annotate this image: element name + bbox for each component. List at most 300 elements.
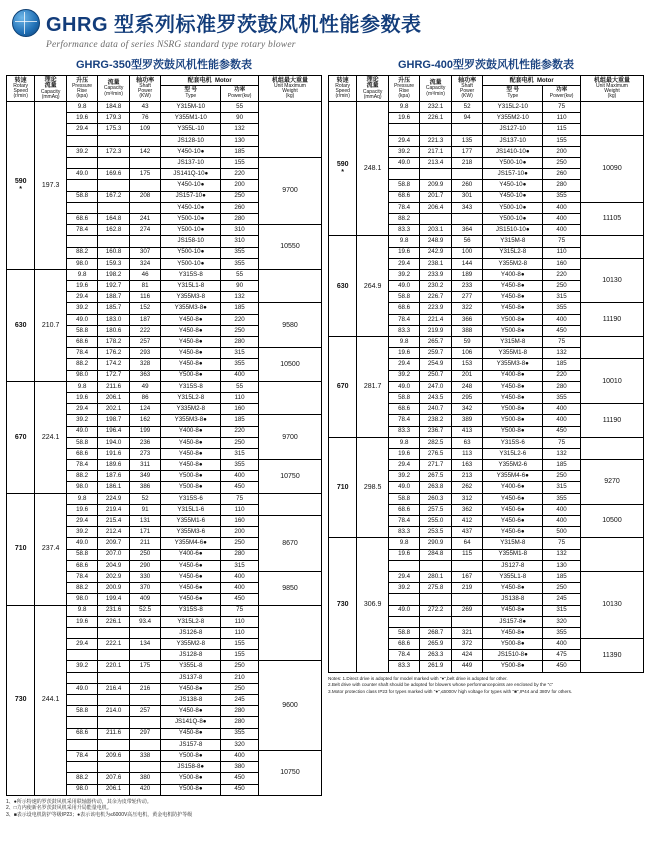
table-row [7,102,322,113]
cell-motor-type: Y450-8● [161,437,221,448]
cell-flow: 192.7 [98,281,130,292]
cell-pressure: 39.2 [388,146,420,157]
cell-pressure: 68.6 [388,404,420,415]
cell-motor-power: 75 [543,337,581,348]
cell-shaft-power [451,616,483,627]
cell-motor-type: JS158-8● [161,762,221,773]
cell-flow: 198.2 [98,269,130,280]
cell-pressure: 68.6 [66,728,98,739]
cell-shaft-power: 338 [129,750,161,761]
cell-pressure: 19.6 [66,616,98,627]
cell-flow: 187.6 [98,471,130,482]
cell-motor-power: 210 [221,672,259,683]
cell-shaft-power: 277 [451,292,483,303]
th-motor-power: 功率 Power(kw) [221,86,259,102]
cell-flow [98,672,130,683]
cell-weight: 11105 [580,202,643,236]
cell-pressure: 19.6 [388,247,420,258]
cell-pressure [388,594,420,605]
cell-flow: 214.0 [98,706,130,717]
cell-shaft-power: 93.4 [129,616,161,627]
cell-weight: 9600 [258,661,321,751]
cell-motor-type: Y500-10● [483,202,543,213]
cell-shaft-power: 216 [129,683,161,694]
cell-motor-power: 160 [221,404,259,415]
cell-shaft-power: 437 [451,527,483,538]
cell-flow: 260.3 [420,493,452,504]
cell-motor-power: 280 [221,213,259,224]
cell-motor-power: 355 [221,460,259,471]
cell-pressure: 88.2 [388,213,420,224]
cell-motor-type: Y450-8● [161,337,221,348]
cell-motor-power: 185 [221,146,259,157]
cell-capacity: 237.4 [35,493,67,605]
cell-shaft-power: 59 [451,337,483,348]
cell-shaft-power: 370 [129,583,161,594]
cell-pressure: 49.0 [388,482,420,493]
cell-weight [258,381,321,415]
cell-shaft-power [129,135,161,146]
cell-weight: 10500 [580,504,643,538]
cell-pressure: 83.3 [388,225,420,236]
cell-flow [98,135,130,146]
cell-motor-power: 315 [221,560,259,571]
cell-flow: 220.1 [98,661,130,672]
cell-flow: 178.2 [98,337,130,348]
cell-shaft-power: 322 [451,303,483,314]
cell-flow: 226.1 [98,616,130,627]
cell-motor-type: Y315M-8 [483,337,543,348]
cell-motor-type: Y315L2-10 [483,102,543,113]
cell-flow: 226.7 [420,292,452,303]
cell-motor-power: 132 [543,348,581,359]
cell-shaft-power: 290 [129,560,161,571]
cell-weight: 9700 [258,415,321,460]
cell-motor-type: Y450-8● [161,325,221,336]
cell-weight: 8670 [258,516,321,572]
cell-motor-power: 320 [221,739,259,750]
cell-flow [98,627,130,638]
cell-flow: 219.9 [420,325,452,336]
th-pressure-rise: 升压 Pressure Rise (kpa) [388,76,420,102]
table-row [329,337,644,348]
cell-motor-type: Y450-8● [483,392,543,403]
cell-motor-type: Y315S-8 [161,381,221,392]
cell-pressure: 68.6 [66,337,98,348]
cell-shaft-power: 131 [129,516,161,527]
cell-rotary-speed: 630 [329,236,357,337]
cell-motor-power: 110 [221,392,259,403]
cell-flow: 259.7 [420,348,452,359]
cell-pressure: 29.4 [66,292,98,303]
cell-flow [420,124,452,135]
cell-motor-power: 400 [221,583,259,594]
cell-shaft-power: 52 [129,493,161,504]
cell-weight: 10750 [258,460,321,494]
cell-flow: 175.3 [98,124,130,135]
cell-pressure: 68.6 [388,639,420,650]
cell-pressure: 58.8 [66,191,98,202]
th-motor: 配套电机 Motor [161,76,259,86]
cell-shaft-power: 135 [451,135,483,146]
cell-pressure [66,695,98,706]
cell-flow [98,695,130,706]
cell-shaft-power: 109 [129,124,161,135]
cell-flow [420,594,452,605]
cell-motor-type: JS128-10 [161,135,221,146]
cell-shaft-power: 81 [129,281,161,292]
th-capacity: 理论 流量 Capacity (mmAq) [357,76,389,102]
cell-motor-power: 220 [221,169,259,180]
cell-motor-type: Y315L1-8 [161,281,221,292]
cell-motor-power: 355 [221,247,259,258]
cell-flow: 179.3 [98,113,130,124]
cell-pressure: 98.0 [66,784,98,795]
cell-motor-type: Y450-6● [161,583,221,594]
cell-shaft-power: 152 [129,303,161,314]
cell-pressure: 58.8 [388,392,420,403]
cell-motor-power: 400 [543,202,581,213]
cell-capacity: 210.7 [35,269,67,381]
cell-motor-type: Y500-8● [483,404,543,415]
cell-shaft-power: 76 [129,113,161,124]
cell-shaft-power: 187 [129,314,161,325]
cell-motor-power: 450 [221,594,259,605]
cell-flow: 263.3 [420,650,452,661]
right-table-title: GHRG-400型罗茨鼓风机性能参数表 [397,59,574,71]
cell-capacity: 298.5 [357,437,389,538]
cell-motor-power: 110 [543,113,581,124]
th-shaft-power: 轴功率 Shaft Power (KW) [451,76,483,102]
cell-capacity: 264.9 [357,236,389,337]
cell-rotary-speed: 710 [7,493,35,605]
cell-pressure: 39.2 [66,527,98,538]
cell-shaft-power: 274 [129,225,161,236]
th-motor-power: 功率 Power(kw) [543,86,581,102]
cell-shaft-power [129,762,161,773]
cell-motor-power: 200 [221,527,259,538]
cell-motor-power: 55 [221,269,259,280]
cell-motor-power: 400 [221,571,259,582]
cell-pressure: 49.0 [66,314,98,325]
cell-flow [98,180,130,191]
cell-motor-type: Y355M2-10 [483,113,543,124]
cell-flow: 186.1 [98,482,130,493]
cell-motor-type: JS1510-8● [483,650,543,661]
cell-motor-power: 90 [221,281,259,292]
cell-pressure [66,762,98,773]
cell-flow: 230.2 [420,281,452,292]
cell-shaft-power [129,650,161,661]
cell-pressure [66,158,98,169]
cell-flow: 267.5 [420,471,452,482]
cell-shaft-power [129,739,161,750]
cell-shaft-power: 362 [451,504,483,515]
cell-flow: 238.2 [420,415,452,426]
cell-motor-power: 450 [221,482,259,493]
th-motor: 配套电机 Motor [483,76,581,86]
cell-motor-power: 185 [543,359,581,370]
cell-pressure: 39.2 [66,146,98,157]
cell-shaft-power [129,695,161,706]
cell-flow: 240.7 [420,404,452,415]
cell-motor-power: 355 [221,728,259,739]
cell-pressure: 39.2 [388,269,420,280]
cell-pressure: 19.6 [66,113,98,124]
cell-pressure: 98.0 [66,594,98,605]
cell-shaft-power: 307 [129,247,161,258]
cell-motor-power: 400 [543,504,581,515]
cell-motor-power: 250 [221,683,259,694]
cell-weight [580,437,643,459]
cell-flow: 200.9 [98,583,130,594]
cell-pressure: 49.0 [66,683,98,694]
cell-pressure [388,124,420,135]
cell-pressure: 39.2 [66,661,98,672]
cell-flow: 243.5 [420,392,452,403]
cell-flow: 221.3 [420,135,452,146]
cell-motor-power: 315 [543,292,581,303]
cell-shaft-power [129,717,161,728]
cell-pressure: 29.4 [66,516,98,527]
cell-flow: 217.1 [420,146,452,157]
table-row [329,538,644,549]
th-shaft-power: 轴功率 Shaft Power (KW) [129,76,161,102]
cell-flow: 180.6 [98,325,130,336]
cell-motor-power: 250 [221,661,259,672]
cell-motor-type: Y400-8● [483,269,543,280]
cell-flow: 199.4 [98,594,130,605]
cell-shaft-power: 328 [129,359,161,370]
cell-motor-power: 185 [543,571,581,582]
cell-pressure: 29.4 [388,460,420,471]
cell-shaft-power [129,236,161,247]
cell-flow: 221.4 [420,314,452,325]
cell-motor-type: Y315S-8 [161,269,221,280]
cell-motor-power: 250 [221,191,259,202]
cell-motor-type: Y450-8● [483,583,543,594]
th-rotary-speed: 转速 Rotary Speed (r/min) [329,76,357,102]
cell-flow: 280.1 [420,571,452,582]
cell-shaft-power: 116 [129,292,161,303]
cell-pressure: 78.4 [388,516,420,527]
cell-motor-type: Y355M3-6 [161,527,221,538]
cell-pressure: 49.0 [66,538,98,549]
cell-weight [580,538,643,572]
cell-motor-type: Y500-8● [483,426,543,437]
cell-motor-type: Y450-6● [161,560,221,571]
cell-flow: 159.3 [98,258,130,269]
cell-motor-type: JS137-10 [161,158,221,169]
cell-motor-type: Y500-10● [483,158,543,169]
cell-motor-power: 355 [543,191,581,202]
cell-pressure: 88.2 [66,471,98,482]
cell-shaft-power: 144 [451,258,483,269]
cell-flow: 184.8 [98,102,130,113]
cell-motor-type: Y450-6● [161,571,221,582]
page-subtitle: Performance data of series NSRG standard type rotary blower [46,40,296,50]
cell-flow: 242.9 [420,247,452,258]
cell-flow: 169.6 [98,169,130,180]
cell-motor-power: 260 [221,202,259,213]
cell-pressure: 78.4 [66,571,98,582]
cell-pressure: 68.6 [388,504,420,515]
cell-flow: 203.1 [420,225,452,236]
cell-motor-power: 250 [221,538,259,549]
cell-flow: 232.1 [420,102,452,113]
cell-pressure: 98.0 [66,370,98,381]
note-line: 3、■表示设电机防护等级IP23；●表示该电机为≤6000V高压电机，黄金电机防护等级 [6,812,193,819]
cell-motor-type: Y500-8● [161,370,221,381]
cell-flow [98,158,130,169]
cell-pressure [388,169,420,180]
cell-pressure: 58.8 [388,180,420,191]
cell-flow: 222.1 [98,639,130,650]
cell-shaft-power: 236 [129,437,161,448]
cell-motor-type: Y450-8● [483,605,543,616]
cell-flow: 254.9 [420,359,452,370]
cell-flow: 188.7 [98,292,130,303]
cell-motor-power: 450 [221,784,259,795]
cell-motor-power: 280 [543,381,581,392]
cell-motor-type: Y315M-10 [161,102,221,113]
cell-shaft-power: 64 [451,538,483,549]
cell-motor-power: 110 [221,627,259,638]
cell-motor-power: 355 [221,359,259,370]
cell-pressure: 88.2 [66,247,98,258]
cell-shaft-power: 409 [129,594,161,605]
cell-motor-type: JS157-10● [161,191,221,202]
cell-motor-power: 55 [221,381,259,392]
cell-motor-type: Y355L-8 [161,661,221,672]
cell-motor-type: Y450-8● [161,683,221,694]
cell-motor-power: 355 [543,493,581,504]
cell-pressure: 49.0 [388,381,420,392]
cell-flow: 271.7 [420,460,452,471]
cell-shaft-power: 342 [451,404,483,415]
cell-flow: 206.1 [98,392,130,403]
cell-flow: 194.0 [98,437,130,448]
cell-motor-power: 220 [543,370,581,381]
cell-shaft-power: 124 [129,404,161,415]
table-columns [6,56,644,819]
cell-motor-power: 75 [543,102,581,113]
table-ghrg350 [6,75,322,796]
cell-shaft-power [129,158,161,169]
cell-shaft-power: 366 [451,314,483,325]
cell-shaft-power: 380 [129,773,161,784]
cell-flow: 207.6 [98,773,130,784]
cell-flow: 207.0 [98,549,130,560]
cell-pressure [66,180,98,191]
cell-motor-power: 400 [543,314,581,325]
cell-weight: 10750 [258,750,321,795]
cell-flow: 282.5 [420,437,452,448]
cell-motor-type: Y500-8● [483,314,543,325]
cell-motor-type: Y315S-8 [161,605,221,616]
cell-motor-type: Y450-8● [161,314,221,325]
cell-motor-type: JS157-10● [483,169,543,180]
cell-shaft-power: 167 [451,571,483,582]
table-row [7,381,322,392]
cell-flow: 189.6 [98,460,130,471]
cell-flow: 209.7 [98,538,130,549]
cell-flow: 202.9 [98,571,130,582]
cell-motor-type: Y450-6● [483,527,543,538]
cell-motor-type: Y355M1-6 [161,516,221,527]
cell-motor-power: 355 [221,258,259,269]
cell-flow: 219.4 [98,504,130,515]
cell-pressure: 19.6 [388,549,420,560]
cell-pressure: 78.4 [388,415,420,426]
cell-shaft-power: 301 [451,191,483,202]
cell-pressure: 68.6 [66,560,98,571]
cell-weight: 10090 [580,135,643,202]
cell-motor-type: Y400-6● [161,549,221,560]
cell-motor-power: 315 [543,482,581,493]
cell-motor-type: Y450-10● [161,180,221,191]
cell-motor-power: 250 [221,437,259,448]
cell-motor-type: Y355M1-8 [483,348,543,359]
cell-motor-power: 160 [543,258,581,269]
cell-motor-power: 315 [221,448,259,459]
cell-motor-power: 75 [221,605,259,616]
cell-motor-power: 280 [221,706,259,717]
cell-rotary-speed: 590 * [7,102,35,270]
cell-pressure: 68.6 [66,448,98,459]
table-ghrg400 [328,75,644,673]
cell-motor-power: 132 [543,549,581,560]
cell-pressure [66,672,98,683]
cell-shaft-power: 177 [451,146,483,157]
cell-motor-power: 400 [221,370,259,381]
cell-pressure: 68.6 [388,191,420,202]
cell-flow [98,202,130,213]
cell-capacity: 281.7 [357,337,389,438]
cell-shaft-power: 449 [451,661,483,672]
cell-shaft-power: 233 [451,281,483,292]
cell-shaft-power: 343 [451,202,483,213]
cell-pressure [66,717,98,728]
cell-pressure: 68.6 [66,213,98,224]
cell-capacity: 244.1 [35,605,67,795]
cell-pressure: 29.4 [388,135,420,146]
cell-motor-type: Y500-10● [161,225,221,236]
cell-flow: 253.5 [420,527,452,538]
cell-pressure: 29.4 [388,571,420,582]
cell-rotary-speed: 710 [329,437,357,538]
th-rotary-speed: 转速 Rotary Speed (r/min) [7,76,35,102]
cell-motor-type: Y450-8● [161,359,221,370]
cell-motor-power: 55 [221,102,259,113]
cell-pressure: 29.4 [388,359,420,370]
cell-flow: 290.9 [420,538,452,549]
cell-motor-power: 250 [543,158,581,169]
cell-motor-type: JS138-8 [161,695,221,706]
cell-motor-type: JS127-8 [483,560,543,571]
cell-flow: 185.7 [98,303,130,314]
cell-flow: 204.9 [98,560,130,571]
cell-shaft-power: 413 [451,426,483,437]
cell-shaft-power [451,560,483,571]
cell-flow [98,717,130,728]
cell-motor-power: 160 [221,516,259,527]
cell-motor-type: Y355M3-8● [483,359,543,370]
cell-capacity: 197.3 [35,102,67,270]
cell-pressure: 78.4 [66,460,98,471]
cell-pressure: 78.4 [66,750,98,761]
cell-motor-power: 75 [543,538,581,549]
